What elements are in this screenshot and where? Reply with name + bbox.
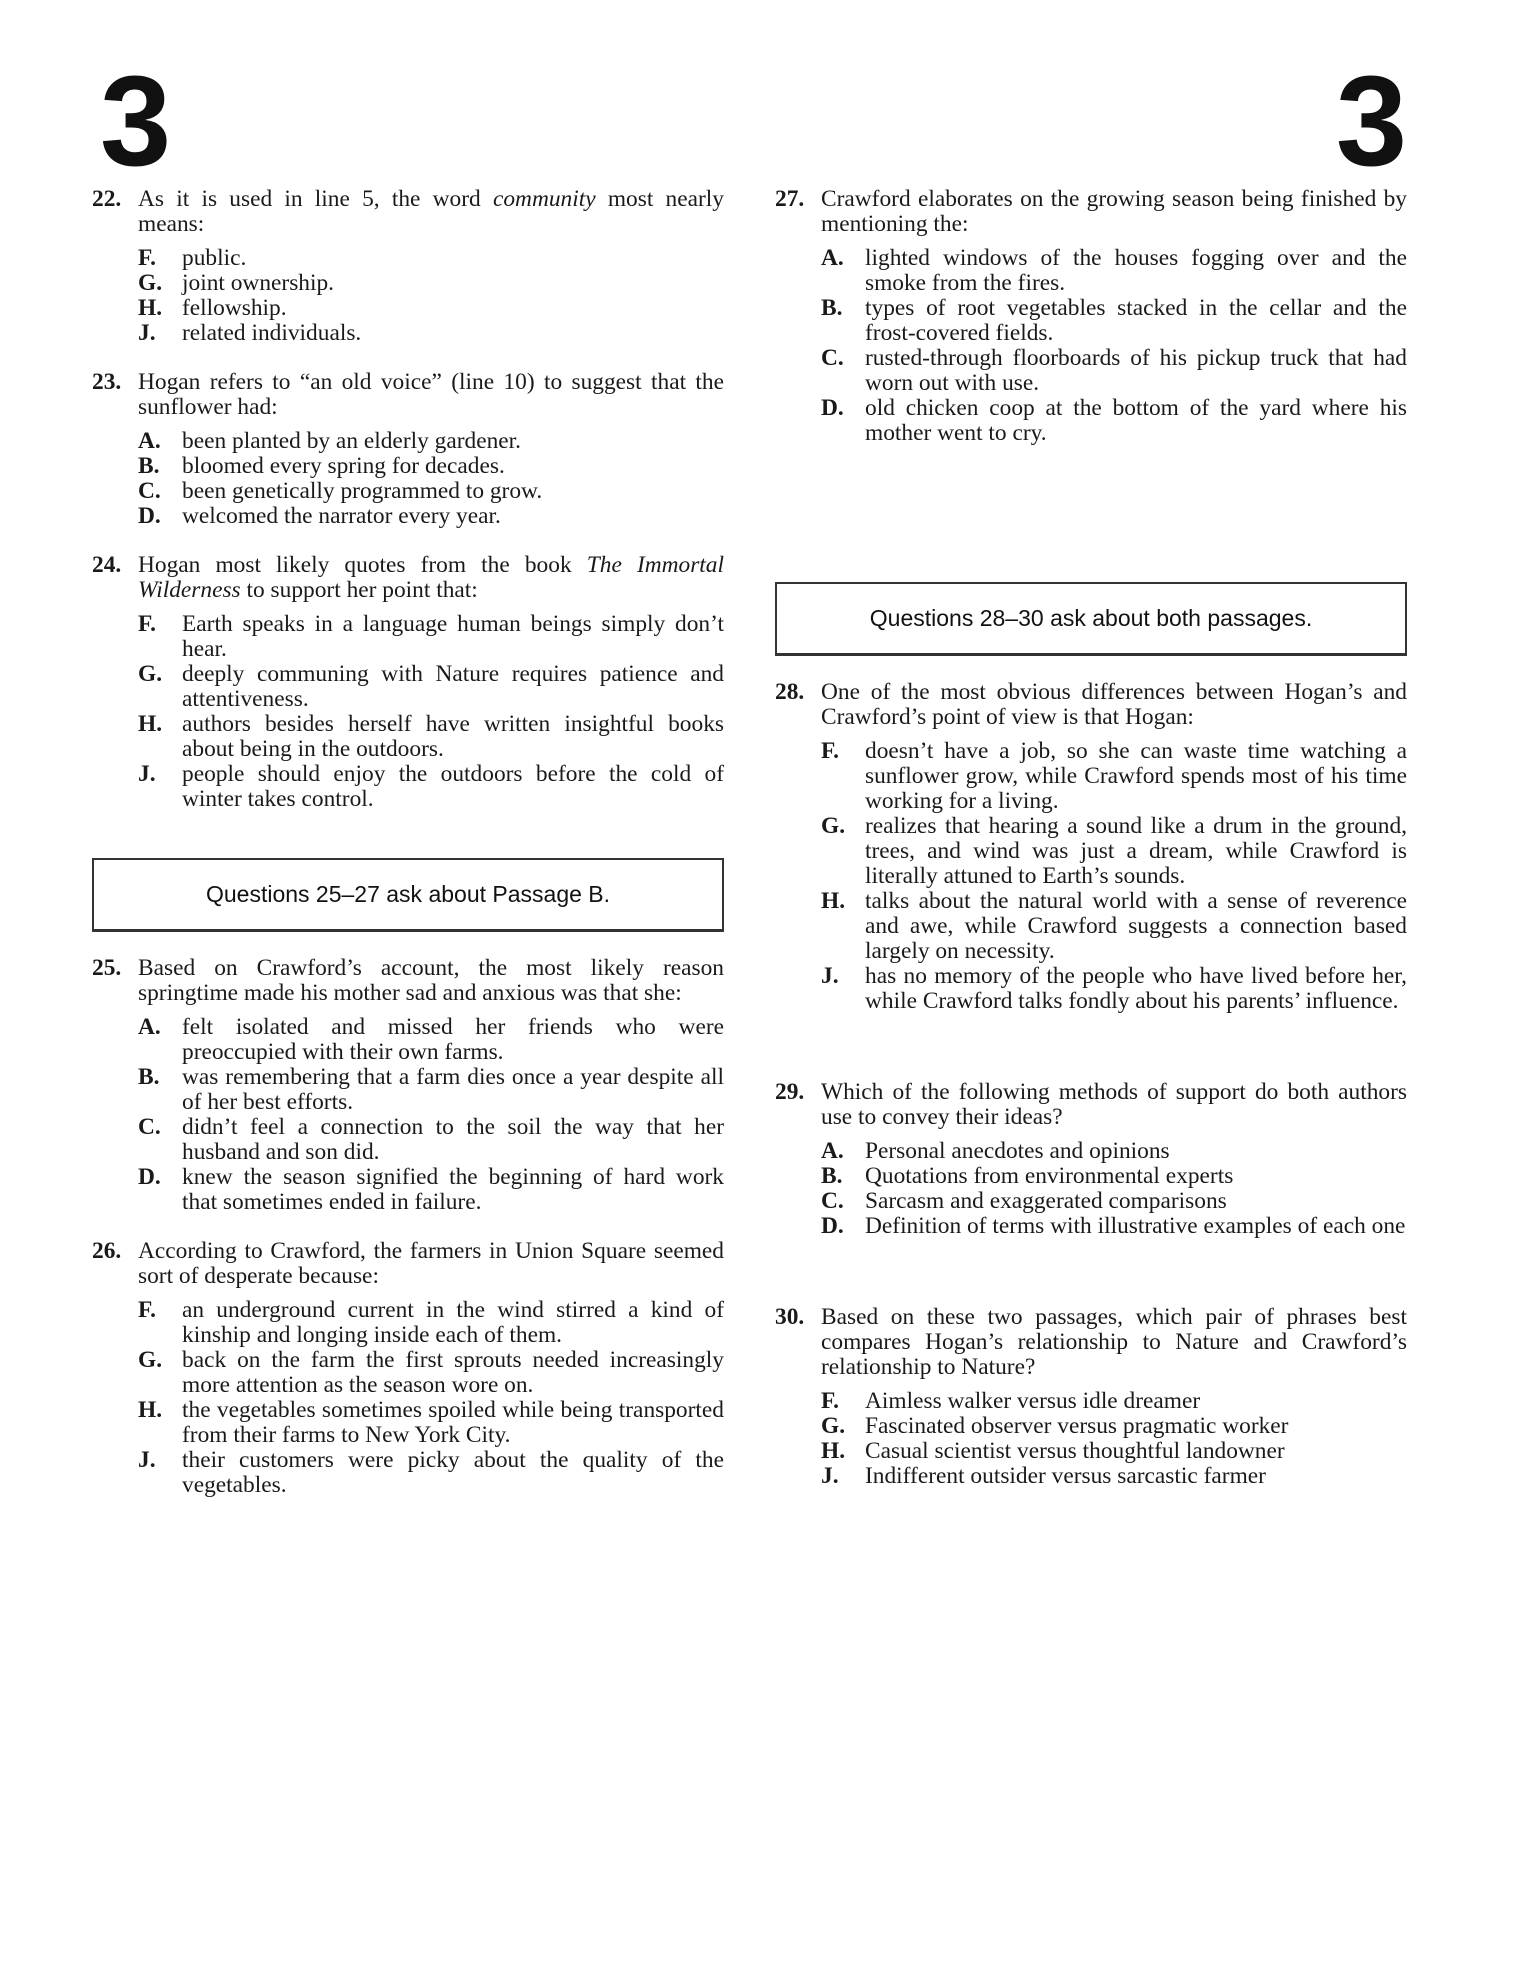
answer-choice[interactable] <box>821 296 1407 346</box>
question-23 <box>92 370 724 529</box>
answer-choice[interactable] <box>821 346 1407 396</box>
question-number: 30. <box>775 1304 805 1330</box>
question-25 <box>92 956 724 1215</box>
choice-text: has no memory of the people who have lived before her, while Crawford talks fondly about his parents’ influence. <box>865 963 1407 1014</box>
choice-letter: F. <box>138 1297 156 1323</box>
answer-choice[interactable] <box>821 1414 1407 1439</box>
choice-text: the vegetables sometimes spoiled while being transported from their farms to New York City. <box>182 1397 724 1448</box>
choice-letter: H. <box>138 711 163 737</box>
question-stem <box>92 956 724 1006</box>
choice-text: joint ownership. <box>182 270 335 296</box>
stem-text: Hogan most likely quotes from the book <box>138 552 587 578</box>
choice-text: their customers were picky about the quality of the vegetables. <box>182 1447 724 1498</box>
question-29 <box>775 1080 1407 1239</box>
choice-letter: J. <box>821 1463 839 1489</box>
choice-letter: G. <box>821 813 846 839</box>
answer-choice[interactable] <box>138 479 724 504</box>
choice-text: knew the season signified the beginning of hard work that sometimes ended in failure. <box>182 1164 724 1215</box>
answer-choice[interactable] <box>138 246 724 271</box>
answer-choices <box>775 1389 1407 1489</box>
answer-choices <box>775 1139 1407 1239</box>
answer-choice[interactable] <box>821 1464 1407 1489</box>
choice-text: Earth speaks in a language human beings simply don’t hear. <box>182 611 724 662</box>
answer-choice[interactable] <box>138 1348 724 1398</box>
answer-choice[interactable] <box>821 739 1407 814</box>
answer-choice[interactable] <box>821 1164 1407 1189</box>
choice-text: Fascinated observer versus pragmatic worker <box>865 1413 1289 1439</box>
answer-choices <box>92 612 724 812</box>
choice-text: public. <box>182 245 247 271</box>
answer-choice[interactable] <box>138 1165 724 1215</box>
choice-letter: H. <box>821 1438 846 1464</box>
answer-choice[interactable] <box>821 964 1407 1014</box>
choice-letter: J. <box>138 1447 156 1473</box>
stem-emphasis: The Immortal Wilderness <box>138 552 725 603</box>
choice-letter: A. <box>138 428 161 454</box>
answer-choice[interactable] <box>138 429 724 454</box>
stem-text: Based on these two passages, which pair of phrases best compares Hogan’s relationship to Nature and Crawford’s relationship to Nature? <box>821 1304 1407 1380</box>
choice-text: authors besides herself have written insightful books about being in the outdoors. <box>182 711 724 762</box>
choice-letter: F. <box>821 738 839 764</box>
question-stem <box>775 680 1407 730</box>
answer-choice[interactable] <box>138 1065 724 1115</box>
question-24 <box>92 553 724 812</box>
choice-letter: G. <box>821 1413 846 1439</box>
answer-choices <box>92 1015 724 1215</box>
question-stem <box>92 1239 724 1289</box>
choice-letter: D. <box>138 1164 161 1190</box>
question-stem <box>92 187 724 237</box>
answer-choice[interactable] <box>821 1139 1407 1164</box>
choice-letter: B. <box>138 1064 160 1090</box>
choice-letter: F. <box>821 1388 839 1414</box>
choice-letter: B. <box>821 295 843 321</box>
choice-text: Indifferent outsider versus sarcastic farmer <box>865 1463 1266 1489</box>
choice-letter: D. <box>821 395 844 421</box>
choice-letter: J. <box>138 761 156 787</box>
choice-text: Quotations from environmental experts <box>865 1163 1234 1189</box>
choice-text: Personal anecdotes and opinions <box>865 1138 1170 1164</box>
choice-letter: D. <box>138 503 161 529</box>
question-number: 28. <box>775 679 805 705</box>
answer-choice[interactable] <box>138 1015 724 1065</box>
choice-letter: D. <box>821 1213 844 1239</box>
choice-text: fellowship. <box>182 295 287 321</box>
choice-text: talks about the natural world with a sense of reverence and awe, while Crawford suggests a connection based largely on necessity. <box>865 888 1407 964</box>
answer-choice[interactable] <box>138 296 724 321</box>
choice-letter: F. <box>138 245 156 271</box>
answer-choice[interactable] <box>821 814 1407 889</box>
choice-text: types of root vegetables stacked in the cellar and the frost-covered fields. <box>865 295 1407 346</box>
answer-choice[interactable] <box>821 396 1407 446</box>
answer-choice[interactable] <box>138 271 724 296</box>
choice-text: lighted windows of the houses fogging over and the smoke from the fires. <box>865 245 1407 296</box>
answer-choice[interactable] <box>138 762 724 812</box>
stem-text: Crawford elaborates on the growing season being finished by mentioning the: <box>821 186 1407 237</box>
choice-letter: B. <box>138 453 160 479</box>
choice-text: Casual scientist versus thoughtful landowner <box>865 1438 1285 1464</box>
answer-choice[interactable] <box>138 1448 724 1498</box>
answer-choice[interactable] <box>821 1189 1407 1214</box>
stem-text: Based on Crawford’s account, the most likely reason springtime made his mother sad and anxious was that she: <box>138 955 724 1006</box>
question-number: 22. <box>92 186 122 212</box>
answer-choice[interactable] <box>138 1298 724 1348</box>
choice-letter: G. <box>138 1347 163 1373</box>
question-number: 23. <box>92 369 122 395</box>
choice-text: old chicken coop at the bottom of the yard where his mother went to cry. <box>865 395 1407 446</box>
choice-text: back on the farm the first sprouts needed increasingly more attention as the season wore on. <box>182 1347 724 1398</box>
answer-choice[interactable] <box>821 889 1407 964</box>
choice-text: didn’t feel a connection to the soil the way that her husband and son did. <box>182 1114 724 1165</box>
choice-text: Aimless walker versus idle dreamer <box>865 1388 1201 1414</box>
choice-text: doesn’t have a job, so she can waste time watching a sunflower grow, while Crawford spends most of his time working for a living. <box>865 738 1407 814</box>
answer-choice[interactable] <box>138 454 724 479</box>
answer-choice[interactable] <box>138 612 724 662</box>
choice-text: an underground current in the wind stirred a kind of kinship and longing inside each of them. <box>182 1297 724 1348</box>
choice-text: related individuals. <box>182 320 362 346</box>
question-stem <box>92 370 724 420</box>
choice-text: been genetically programmed to grow. <box>182 478 543 504</box>
stem-text: Hogan refers to “an old voice” (line 10) to suggest that the sunflower had: <box>138 369 724 420</box>
choice-letter: J. <box>821 963 839 989</box>
stem-text: As it is used in line 5, the word <box>138 186 493 212</box>
question-number: 24. <box>92 552 122 578</box>
passage-b-section-box: Questions 25–27 ask about Passage B. <box>92 858 724 932</box>
choice-letter: A. <box>138 1014 161 1040</box>
choice-letter: G. <box>138 661 163 687</box>
choice-text: felt isolated and missed her friends who were preoccupied with their own farms. <box>182 1014 724 1065</box>
answer-choice[interactable] <box>821 1439 1407 1464</box>
question-28 <box>775 680 1407 1014</box>
stem-text: According to Crawford, the farmers in Union Square seemed sort of desperate because: <box>138 1238 724 1289</box>
choice-letter: G. <box>138 270 163 296</box>
answer-choices <box>92 429 724 529</box>
question-stem <box>92 553 724 603</box>
answer-choice[interactable] <box>138 1115 724 1165</box>
answer-choices <box>775 246 1407 446</box>
choice-letter: B. <box>821 1163 843 1189</box>
choice-text: rusted-through floorboards of his pickup truck that had worn out with use. <box>865 345 1407 396</box>
left-column <box>92 187 724 1498</box>
choice-text: people should enjoy the outdoors before the cold of winter takes control. <box>182 761 724 812</box>
question-number: 27. <box>775 186 805 212</box>
choice-letter: H. <box>138 295 163 321</box>
choice-text: deeply communing with Nature requires patience and attentiveness. <box>182 661 724 712</box>
stem-emphasis: community <box>492 186 596 212</box>
answer-choices <box>92 246 724 346</box>
question-stem <box>775 187 1407 237</box>
choice-text: Definition of terms with illustrative examples of each one <box>865 1213 1406 1239</box>
section-number-left: 3 <box>100 50 172 193</box>
choice-text: was remembering that a farm dies once a year despite all of her best efforts. <box>182 1064 724 1115</box>
answer-choice[interactable] <box>138 712 724 762</box>
question-stem <box>775 1080 1407 1130</box>
stem-text: most nearly means: <box>138 186 724 237</box>
choice-letter: H. <box>138 1397 163 1423</box>
question-26 <box>92 1239 724 1498</box>
choice-letter: C. <box>138 1114 161 1140</box>
choice-letter: A. <box>821 1138 844 1164</box>
question-number: 25. <box>92 955 122 981</box>
stem-text: One of the most obvious differences between Hogan’s and Crawford’s point of view is that Hogan: <box>821 679 1407 730</box>
answer-choice[interactable] <box>821 1389 1407 1414</box>
choice-text: welcomed the narrator every year. <box>182 503 501 529</box>
both-passages-section-box: Questions 28–30 ask about both passages. <box>775 582 1407 656</box>
choice-text: realizes that hearing a sound like a drum in the ground, trees, and wind was just a dream, while Crawford is literally attuned to Earth’s sounds. <box>865 813 1407 889</box>
choice-text: Sarcasm and exaggerated comparisons <box>865 1188 1227 1214</box>
choice-letter: C. <box>821 1188 844 1214</box>
choice-text: bloomed every spring for decades. <box>182 453 505 479</box>
answer-choice[interactable] <box>138 1398 724 1448</box>
choice-letter: C. <box>138 478 161 504</box>
question-stem <box>775 1305 1407 1380</box>
answer-choices <box>775 739 1407 1014</box>
choice-letter: C. <box>821 345 844 371</box>
answer-choices <box>92 1298 724 1498</box>
right-column <box>775 187 1407 1489</box>
stem-text: Which of the following methods of support do both authors use to convey their ideas? <box>821 1079 1407 1130</box>
choice-text: been planted by an elderly gardener. <box>182 428 522 454</box>
question-number: 26. <box>92 1238 122 1264</box>
answer-choice[interactable] <box>821 1214 1407 1239</box>
answer-choice[interactable] <box>138 321 724 346</box>
choice-letter: J. <box>138 320 156 346</box>
choice-letter: A. <box>821 245 844 271</box>
question-30 <box>775 1305 1407 1489</box>
answer-choice[interactable] <box>821 246 1407 296</box>
question-number: 29. <box>775 1079 805 1105</box>
answer-choice[interactable] <box>138 504 724 529</box>
choice-letter: F. <box>138 611 156 637</box>
choice-letter: H. <box>821 888 846 914</box>
answer-choice[interactable] <box>138 662 724 712</box>
question-22 <box>92 187 724 346</box>
stem-text: to support her point that: <box>240 577 478 603</box>
section-number-right: 3 <box>1335 50 1407 193</box>
question-27 <box>775 187 1407 446</box>
